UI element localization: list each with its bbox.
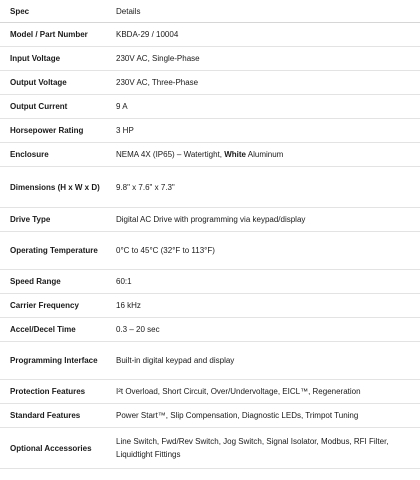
row-value: Built-in digital keypad and display (112, 342, 420, 380)
row-value: 16 kHz (112, 294, 420, 318)
row-label: Operating Temperature (0, 232, 112, 270)
row-value: 0.3 – 20 sec (112, 318, 420, 342)
table-row (0, 404, 420, 428)
row-label: Optional Accessories (0, 428, 112, 469)
table-row (0, 318, 420, 342)
row-value: 3 HP (112, 119, 420, 143)
table-row (0, 95, 420, 119)
row-value: 9 A (112, 95, 420, 119)
row-label: Dimensions (H x W x D) (0, 167, 112, 208)
spec-column-header: Spec (0, 0, 112, 23)
row-value: Line Switch, Fwd/Rev Switch, Jog Switch, Signal Isolator, Modbus, RFI Filter, Liquidtight Fittings (112, 428, 420, 469)
row-label: Horsepower Rating (0, 119, 112, 143)
row-label: Carrier Frequency (0, 294, 112, 318)
table-row (0, 380, 420, 404)
row-value: Digital AC Drive with programming via keypad/display (112, 208, 420, 232)
row-label: Enclosure (0, 143, 112, 167)
table-body (0, 23, 420, 469)
table-header (0, 0, 420, 23)
table-row (0, 119, 420, 143)
row-value: Power Start™, Slip Compensation, Diagnostic LEDs, Trimpot Tuning (112, 404, 420, 428)
table-row (0, 342, 420, 380)
table-row (0, 167, 420, 208)
enclosure-value-prefix: NEMA 4X (IP65) – Watertight, (116, 150, 225, 159)
table-row (0, 294, 420, 318)
table-row (0, 428, 420, 469)
row-label: Standard Features (0, 404, 112, 428)
table-row (0, 270, 420, 294)
header-row (0, 0, 420, 23)
row-value: 230V AC, Three-Phase (112, 71, 420, 95)
row-label: Output Current (0, 95, 112, 119)
row-value: 60:1 (112, 270, 420, 294)
enclosure-value-bold: White (224, 150, 246, 159)
row-label: Output Voltage (0, 71, 112, 95)
row-label: Programming Interface (0, 342, 112, 380)
row-value: 230V AC, Single-Phase (112, 47, 420, 71)
table-row (0, 143, 420, 167)
row-label: Accel/Decel Time (0, 318, 112, 342)
row-label: Protection Features (0, 380, 112, 404)
row-label: Speed Range (0, 270, 112, 294)
enclosure-value-suffix: Aluminum (245, 150, 284, 159)
details-column-header: Details (112, 0, 420, 23)
row-value: 0°C to 45°C (32°F to 113°F) (112, 232, 420, 270)
table-row (0, 71, 420, 95)
row-label: Drive Type (0, 208, 112, 232)
table-row (0, 232, 420, 270)
row-label: Model / Part Number (0, 23, 112, 47)
table-row (0, 23, 420, 47)
row-value (112, 143, 420, 167)
table-row (0, 208, 420, 232)
table-row (0, 47, 420, 71)
row-value: I²t Overload, Short Circuit, Over/Undervoltage, EICL™, Regeneration (112, 380, 420, 404)
row-value: KBDA-29 / 10004 (112, 23, 420, 47)
row-value: 9.8" x 7.6" x 7.3" (112, 167, 420, 208)
row-label: Input Voltage (0, 47, 112, 71)
